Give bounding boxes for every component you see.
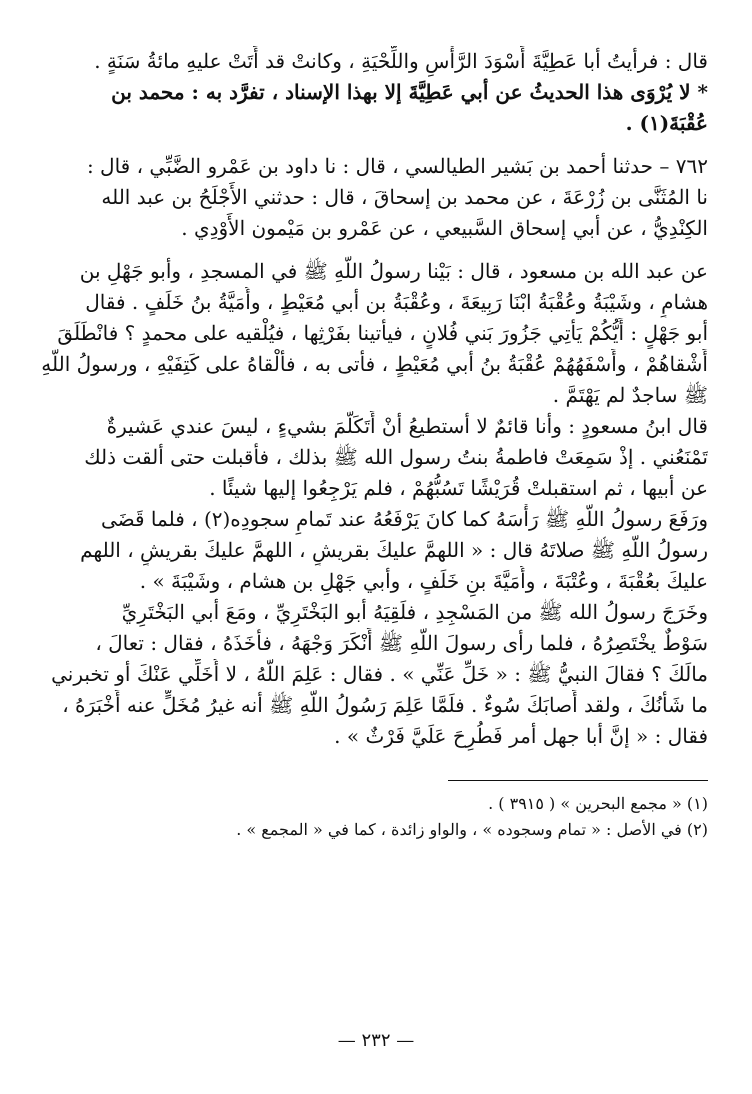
text-line: أَشْقاهُمْ ، وأَسْفَهُهُمْ عُقْبَةُ بنُ أبي مُعَيْطٍ ، فأتى به ، فأَلْقاهُ على كَتِفَيْهِ ، ورسولُ اللَّهِ [41,352,708,376]
text-line: عليكَ بعُقْبَةَ ، وعُتْبَةَ ، وأُمَيَّةَ بنِ خَلَفٍ ، وأبي جَهْلِ بن هشام ، وشَيْبَةَ » . [139,569,708,593]
text-line: فقال : « إنَّ أبا جهل أمر فَطُرِحَ عَلَيَّ فَرْثٌ » . [334,724,708,748]
text-line: عن أبيها ، ثم استقبلتْ قُرَيْشًا تَسُبُّهُمْ ، فلم يَرْجِعُوا إليها شيئًا . [209,476,708,500]
paragraph-p3 [40,151,708,244]
text-line: قال : فرأيتُ أبا عَطِيَّةَ أَسْوَدَ الرَّأْسِ واللِّحْيَةِ ، وكانتْ قد أَتَتْ عليهِ مائةُ سَنَةٍ . [94,49,708,73]
text-line: وخَرَجَ رسولُ الله ﷺ من المَسْجِدِ ، فلَقِيَهُ أبو البَخْتَرِيِّ ، ومَعَ أبي البَخْتَرِيِّ [121,600,708,624]
text-line: رسولُ اللَّهِ ﷺ صلاتَهُ قال : « اللهمَّ عليكَ بقريشٍ ، اللهمَّ عليكَ بقريشٍ ، اللهم [80,538,708,562]
text-line: ورَفَعَ رسولُ اللَّهِ ﷺ رَأْسَهُ كما كانَ يَرْفَعُهُ عند تَمامِ سجودِه(٢) ، فلما قَضَى [101,507,708,531]
text-line: هشامٍ ، وشَيْبَةُ وعُقْبَةُ ابْنَا رَبِيعَةَ ، وعُقْبَةُ بن أبي مُعَيْطٍ ، وأُمَيَّةُ بنُ خَلَفٍ . فقال [85,290,708,314]
paragraph-p7 [40,597,708,752]
paragraph-p4 [40,256,708,411]
text-line: قال ابنُ مسعودٍ : وأنا قائمٌ لا أستطيعُ أنْ أَتَكَلَّمَ بشيءٍ ، ليسَ عندي عَشيرةٌ [106,414,708,438]
text-line: عُقْبَةَ(١) . [625,111,708,135]
text-line: تَمْنَعُني . إذْ سَمِعَتْ فاطمةُ بنتُ رسول الله ﷺ بذلك ، فأقبلت حتى ألقت ذلك [84,445,708,469]
text-line: مالَكَ ؟ فقالَ النبيُّ ﷺ : « خَلِّ عَنِّي » . فقال : عَلِمَ اللَّهُ ، لا أُخَلِّي عَنْكَ أو تخبرني [51,662,708,686]
text-line: أبو جَهْلٍ : أَيُّكُمْ يَأْتِي جَزُورَ بَني فُلانٍ ، فيأتينا بفَرْثِها ، فيُلْقيه على محمدٍ ؟ فانْطَلَقَ [57,321,708,345]
text-line: ﷺ ساجدٌ لم يَهْتَمَّ . [552,383,708,407]
footnote-divider [448,780,708,781]
paragraph-gap [40,244,708,256]
text-line: نا المُثَنَّى بن زُرْعَةَ ، عن محمد بن إسحاقَ ، قال : حدثني الأَجْلَحُ بن عبد الله [101,185,708,209]
text-line: ٧٦٢ – حدثنا أحمد بن بَشير الطيالسي ، قال : نا داود بن عَمْرو الضَّبِّي ، قال : [86,154,708,178]
text-line: ما شَأْنُكَ ، ولقد أَصابَكَ سُوءٌ . فلَمَّا عَلِمَ رَسُولُ اللَّهِ ﷺ أنه غيرُ مُخَلٍّ عنه أَخْبَرَهُ ، [62,693,708,717]
paragraph-p5 [40,411,708,504]
paragraph-gap [40,139,708,151]
footnotes [40,791,708,843]
text-line: سَوْطٌ يخْتَصِرُهُ ، فلما رأى رسولَ اللَّهِ ﷺ أَنْكَرَ وَجْهَهُ ، فأَخَذَهُ ، فقال : تعالَ ، [95,631,708,655]
paragraph-p1 [40,46,708,77]
paragraph-p2 [40,77,708,139]
body-text [40,46,708,752]
text-line: الكِنْدِيُّ ، عن أبي إسحاق السَّبيعي ، عن عَمْرو بن مَيْمون الأَوْدِي . [181,216,708,240]
footnote-1: (١) « مجمع البحرين » ( ٣٩١٥ ) . [488,794,708,813]
paragraph-p6 [40,504,708,597]
text-line: * لا يُرْوَى هذا الحديثُ عن أبي عَطِيَّةَ إلا بهذا الإسناد ، تفرَّد به : محمد بن [111,80,708,104]
page-number: — ٢٣٢ — [337,1030,415,1051]
text-line: عن عبد الله بن مسعود ، قال : بَيْنا رسولُ اللَّهِ ﷺ في المسجدِ ، وأبو جَهْلِ بن [79,259,708,283]
footnote-2: (٢) في الأصل : « تمام وسجوده » ، والواو زائدة ، كما في « المجمع » . [236,820,708,839]
